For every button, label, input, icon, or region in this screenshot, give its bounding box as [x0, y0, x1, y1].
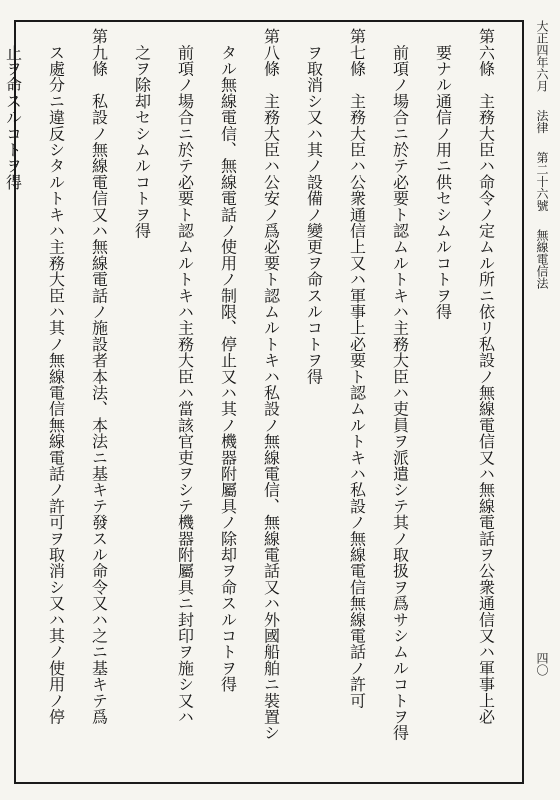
text-column: 前項ノ場合ニ於テ必要ト認ムルトキハ主務大臣ハ當該官吏ヲシテ機器附屬具ニ封印ヲ施シ又ハ [175, 28, 195, 725]
text-column: 要ナル通信ノ用ニ供セシムルコトヲ得 [433, 28, 453, 320]
text-column: ヲ取消シ又ハ其ノ設備ノ變更ヲ命スルコトヲ得 [304, 28, 324, 385]
text-column: 第八條 主務大臣ハ公安ノ爲必要ト認ムルトキハ私設ノ無線電信、無線電話又ハ外國船舶ニ裝置シ [261, 28, 281, 741]
text-column: 止ヲ命スルコトヲ得 [3, 28, 23, 190]
text-column: ス處分ニ違反シタルトキハ主務大臣ハ其ノ無線電信無線電話ノ許可ヲ取消シ又ハ其ノ使用ノ停 [46, 28, 66, 725]
header-era: 大正四年六月 [535, 20, 549, 92]
header-issue: 第二十六號 [535, 151, 549, 212]
text-column: タル無線電信、無線電話ノ使用ノ制限、停止又ハ其ノ機器附屬具ノ除却ヲ命スルコトヲ得 [218, 28, 238, 693]
text-column: 第七條 主務大臣ハ公衆通信上又ハ軍事上必要ト認ムルトキハ私設ノ無線電信無線電話ノ許可 [347, 28, 367, 709]
header-category: 法律 [535, 109, 549, 134]
text-column: 第九條 私設ノ無線電信又ハ無線電話ノ施設者本法、本法ニ基キテ發スル命令又ハ之ニ基キテ爲 [89, 28, 109, 725]
law-text-body [3, 28, 518, 778]
text-column: 第六條 主務大臣ハ命令ノ定ムル所ニ依リ私設ノ無線電信又ハ無線電話ヲ公衆通信又ハ軍事上必 [476, 28, 496, 725]
header-title: 無線電信法 [535, 228, 549, 289]
text-column: 前項ノ場合ニ於テ必要ト認ムルトキハ主務大臣ハ吏員ヲ派遣シテ其ノ取扱ヲ爲サシムルコトヲ得 [390, 28, 410, 741]
text-column: 之ヲ除却セシムルコトヲ得 [132, 28, 152, 239]
page-number: 四〇 [535, 652, 549, 676]
